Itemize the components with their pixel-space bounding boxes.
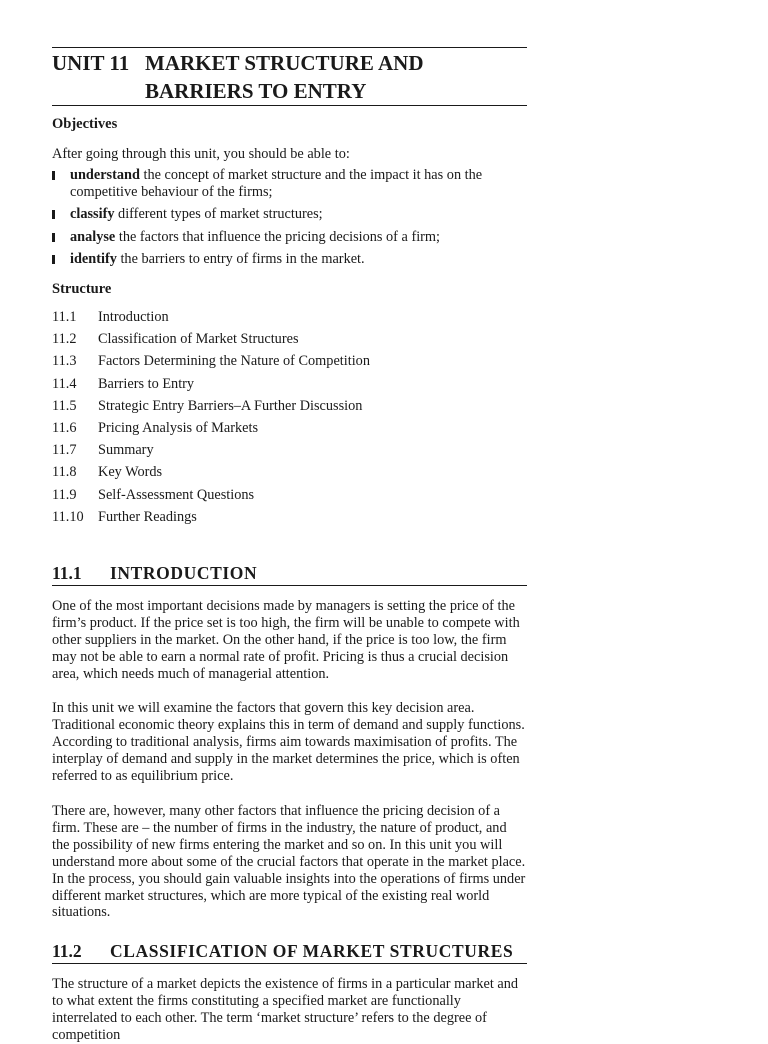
objective-item <box>52 229 527 246</box>
toc-label: Factors Determining the Nature of Competition <box>98 353 370 370</box>
toc-item <box>52 352 370 374</box>
toc-item <box>52 441 370 463</box>
section-title <box>52 562 527 585</box>
section-rule <box>52 963 527 964</box>
toc-number: 11.10 <box>52 508 84 525</box>
objectives-list <box>52 167 527 274</box>
heading-bottom-rule <box>52 105 527 106</box>
objective-item <box>52 251 527 268</box>
unit-heading <box>52 47 527 106</box>
paragraph: One of the most important decisions made by managers is setting the price of the firm’s product. If the price set is too high, the firm will be unable to compete with other suppliers in the market. On the other hand, if the price is too low, the firm may not be able to earn a normal rate of profit. Pricing is thus a crucial decision area, which needs much of managerial attention. <box>52 598 520 682</box>
toc-label: Classification of Market Structures <box>98 331 299 348</box>
toc-item <box>52 308 370 330</box>
toc-item <box>52 397 370 419</box>
toc-number: 11.6 <box>52 419 77 436</box>
toc-number: 11.8 <box>52 464 77 481</box>
bullet-icon <box>52 255 55 264</box>
section-number: 11.1 <box>52 563 82 583</box>
unit-title-text: MARKET STRUCTURE AND BARRIERS TO ENTRY <box>145 51 424 103</box>
bullet-icon <box>52 210 55 219</box>
objective-item <box>52 167 527 201</box>
toc-item <box>52 463 370 485</box>
objective-text: different types of market structures; <box>114 206 323 223</box>
paragraph: There are, however, many other factors that influence the pricing decision of a firm. These are – the number of firms in the industry, the nature of product, and the possibility of new firms entering the market and so on. In this unit you will understand more about some of the crucial factors that operate in the market place. In the process, you should gain valuable insights into the operations of firms under different market structures, which are more typical of the existing real world situations. <box>52 803 526 921</box>
toc-label: Self-Assessment Questions <box>98 486 255 503</box>
toc-number: 11.4 <box>52 375 77 392</box>
toc-item <box>52 330 370 352</box>
objective-keyword: classify <box>70 206 115 223</box>
paragraph: The structure of a market depicts the existence of firms in a particular market and to what extent the firms constituting a specified market are functionally interrelated to each other. The term ‘market structure’ refers to the degree of competition <box>52 976 519 1043</box>
objective-item <box>52 206 527 223</box>
toc-label: Barriers to Entry <box>98 375 195 392</box>
objective-text: the factors that influence the pricing decisions of a firm; <box>115 228 441 245</box>
toc-label: Key Words <box>98 464 163 481</box>
toc-item <box>52 486 370 508</box>
objective-keyword: analyse <box>70 228 116 245</box>
objective-keyword: understand <box>70 167 140 183</box>
paragraph: In this unit we will examine the factors that govern this key decision area. Traditional economic theory explains this in term of demand and supply functions. According to traditional analysis, firms aim towards maximisation of profits. The interplay of demand and supply in the market determines the price, which is often referred to as equilibrium price. <box>52 700 525 784</box>
section-number: 11.2 <box>52 941 82 961</box>
toc-number: 11.9 <box>52 486 77 503</box>
objective-text: the barriers to entry of firms in the market. <box>116 251 365 268</box>
section-title-text: CLASSIFICATION OF MARKET STRUCTURES <box>110 941 514 961</box>
toc-number: 11.3 <box>52 353 77 370</box>
unit-number: UNIT 11 <box>52 51 130 75</box>
objectives-intro: After going through this unit, you should be able to: <box>52 146 350 162</box>
bullet-icon <box>52 233 55 242</box>
toc-item <box>52 508 370 530</box>
objectives-heading: Objectives <box>52 116 118 132</box>
toc-label: Further Readings <box>98 508 197 525</box>
toc-number: 11.7 <box>52 442 77 459</box>
section-title <box>52 940 527 963</box>
structure-list <box>52 308 370 530</box>
toc-item <box>52 419 370 441</box>
section-heading-classification <box>52 940 527 964</box>
objective-keyword: identify <box>70 251 117 268</box>
toc-label: Strategic Entry Barriers–A Further Discussion <box>98 397 363 414</box>
section-title-text: INTRODUCTION <box>110 563 258 583</box>
toc-number: 11.5 <box>52 397 77 414</box>
unit-title <box>52 48 527 105</box>
structure-heading: Structure <box>52 281 112 297</box>
section-heading-introduction <box>52 562 527 586</box>
toc-label: Summary <box>98 442 154 459</box>
toc-number: 11.2 <box>52 331 77 348</box>
toc-number: 11.1 <box>52 309 77 325</box>
section-rule <box>52 585 527 586</box>
objective-text: the concept of market structure and the impact it has on the competitive behaviour of the firms; <box>70 167 483 200</box>
toc-label: Pricing Analysis of Markets <box>98 419 259 436</box>
toc-item <box>52 375 370 397</box>
toc-label: Introduction <box>98 309 169 325</box>
bullet-icon <box>52 171 55 180</box>
